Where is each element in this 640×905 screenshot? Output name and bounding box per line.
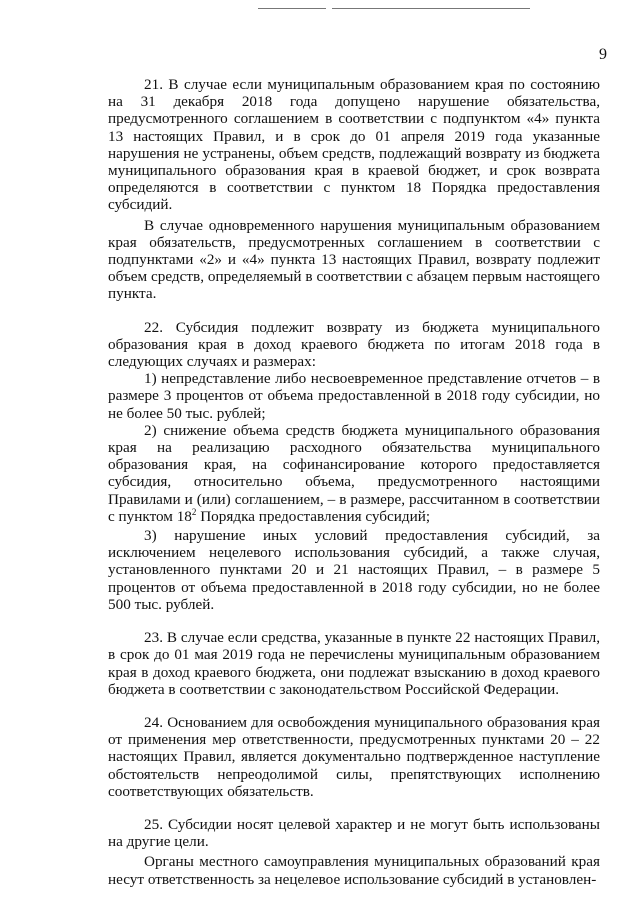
paragraph-24: 24. Основанием для освобождения муниципального образования края от применения мер ответственности, предусмотренных пунктами 20 – 22 настоящих Правил, является документально подтвержденное наступление обстоятельств непреодолимой силы, препятствующих исполнению соответствующих обязательств. [108,713,600,800]
paragraph-25: 25. Субсидии носят целевой характер и не могут быть использованы на другие цели. [108,815,600,851]
paragraph-25-second: Органы местного самоуправления муниципальных образований края несут ответственность за нецелевое использование субсидий в установлен- [108,853,600,888]
paragraph-22-item-2-text: 2) снижение объема средств бюджета муниципального образования края на реализацию расходного обязательства муниципального образования края, на софинансирование которого предоставляется субсидия, относительно объема, предусмотренного настоящими Правилами и (или) соглашением, – в размере, рассчитанном в соответствии с пунктом 18 [108,421,600,525]
document-body [108,76,600,888]
paragraph-22: 22. Субсидия подлежит возврату из бюджета муниципального образования края в доход краевого бюджета по итогам 2018 года в следующих случаях и размерах: [108,318,600,371]
paragraph-21: 21. В случае если муниципальным образованием края по состоянию на 31 декабря 2018 года допущено нарушение обязательства, предусмотренного соглашением в соответствии с подпунктом «4» пункта 13 настоящих Правил, и в срок до 01 апреля 2019 года указанные нарушения не устранены, объем средств, подлежащий возврату из бюджета муниципального образования края в краевой бюджет, и срок возврата определяются в соответствии с пунктом 18 Порядка предоставления субсидий. [108,76,600,214]
top-border-line [258,8,326,9]
paragraph-22-item-3: 3) нарушение иных условий предоставления субсидий, за исключением нецелевого использования субсидий, а также случая, установленного пунктами 20 и 21 настоящих Правил, – в размере 5 процентов от объема предоставленной в 2018 году субсидии, но не более 500 тыс. рублей. [108,527,600,613]
paragraph-21-second: В случае одновременного нарушения муниципальным образованием края обязательств, предусмотренных соглашением в соответствии с подпунктами «2» и «4» пункта 13 настоящих Правил, возврату подлежит объем средств, определяемый в соответствии с абзацем первым настоящего пункта. [108,216,600,303]
page-number: 9 [599,46,607,63]
paragraph-22-item-2 [108,422,600,527]
top-border-line-right [332,8,530,9]
paragraph-23: 23. В случае если средства, указанные в пункте 22 настоящих Правил, в срок до 01 мая 2019 года не перечислены муниципальным образованием края в доход краевого бюджета, они подлежат взысканию в доход краевого бюджета в соответствии с законодательством Российской Федерации. [108,629,600,698]
paragraph-22-item-2-tail: Порядка предоставления субсидий; [196,507,431,525]
superscript: 2 [191,506,197,517]
paragraph-22-item-1: 1) непредставление либо несвоевременное представление отчетов – в размере 3 процентов от объема предоставленной в 2018 году субсидии, но не более 50 тыс. рублей; [108,370,600,422]
